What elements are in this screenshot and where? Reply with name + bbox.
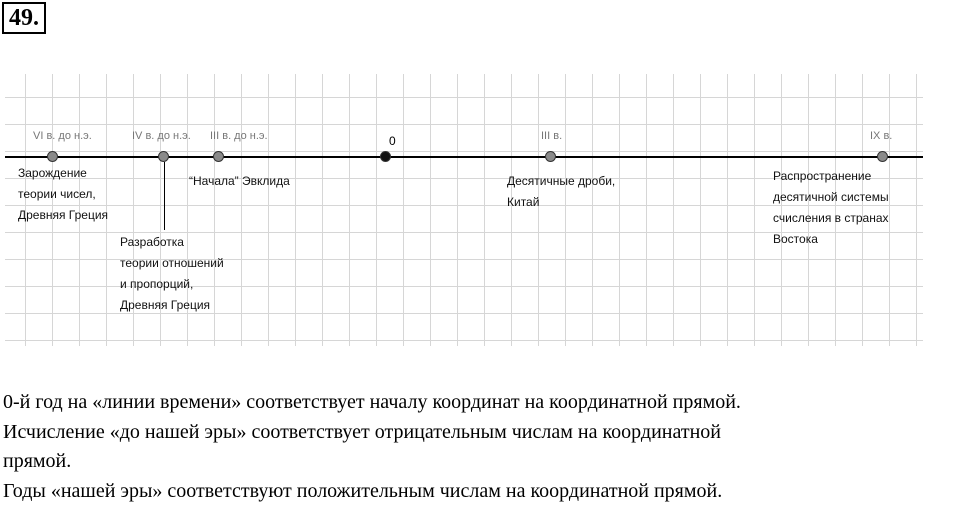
point-iii-ad [545, 151, 556, 162]
tick-label-zero: 0 [389, 134, 396, 148]
event-line: “Начала” Эвклида [189, 174, 290, 188]
tick-label-ix-ad: IX в. [870, 130, 893, 142]
tick-label-iv-bc: IV в. до н.э. [132, 130, 191, 142]
point-iv-bc [158, 151, 169, 162]
event-line: счисления в странах [773, 211, 889, 225]
event-line: Распространение [773, 169, 872, 183]
event-decimal-fractions [507, 171, 615, 213]
event-line: десятичной системы [773, 190, 889, 204]
event-line: Древняя Греция [18, 208, 109, 222]
event-line: теории отношений [120, 256, 224, 270]
event-line: Разработка [120, 235, 184, 249]
tick-label-iii-ad: III в. [541, 130, 563, 142]
tick-label-iii-bc: III в. до н.э. [210, 130, 268, 142]
point-vi-bc [47, 151, 58, 162]
event-line: Китай [507, 195, 540, 209]
explanation-text [3, 388, 958, 506]
problem-number: 49. [2, 2, 46, 34]
timeline-axis [5, 156, 923, 158]
event-line: теории чисел, [18, 187, 96, 201]
text-line: Годы «нашей эры» соответствуют положительным числам на координатной прямой. [3, 479, 723, 502]
leader-line-iv-bc [164, 162, 165, 230]
event-line: Древняя Греция [120, 298, 211, 312]
text-line: 0-й год на «линии времени» соответствует началу координат на координатной прямой. [3, 391, 741, 413]
event-proportions [120, 232, 224, 316]
point-iii-bc [213, 151, 224, 162]
event-line: и пропорций, [120, 277, 194, 291]
event-line: Десятичные дроби, [507, 174, 616, 188]
tick-label-vi-bc: VI в. до н.э. [33, 130, 92, 142]
point-origin [380, 151, 391, 162]
event-decimal-system [773, 166, 889, 250]
point-ix-ad [877, 151, 888, 162]
text-line: прямой. [3, 450, 72, 472]
event-euclid [189, 171, 290, 192]
event-line: Зарождение [18, 166, 87, 180]
event-line: Востока [773, 232, 818, 246]
event-number-theory [18, 163, 108, 226]
text-line: Исчисление «до нашей эры» соответствует отрицательным числам на координатной [3, 420, 721, 443]
